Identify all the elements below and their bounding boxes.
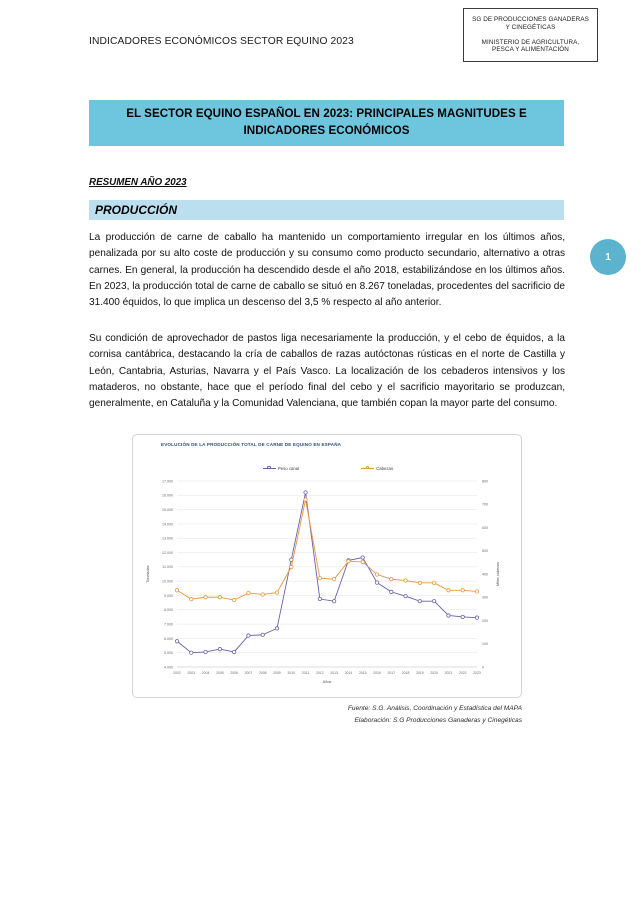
y2-axis-tick-label: 800: [482, 479, 488, 484]
x-axis-tick-label: 2005: [216, 671, 224, 675]
chart-data-point: [247, 591, 250, 594]
x-axis-tick-label: 2004: [201, 671, 210, 675]
y2-axis-title: Miles cabezas: [496, 561, 500, 587]
ministry-line-3: MINISTERIO DE AGRICULTURA,: [481, 38, 580, 46]
chart-plot-area: [133, 435, 523, 699]
page-header: [0, 0, 642, 86]
chart-data-point: [361, 560, 364, 563]
chart-data-point: [275, 591, 278, 594]
y-axis-tick-label: 6.000: [164, 636, 173, 641]
paragraph-produccion-1: La producción de carne de caballo ha mantenido un comportamiento irregular en los últimos años, penalizada por su alto coste de producción y su consumo como producto secundario, alternativo a otras carnes. En general, la producción ha descendido desde el año 2018, estabilizándose en los últimos años. En 2023, la producción total de carne de caballo se situó en 8.267 toneladas, procedentes del sacrificio de 31.400 équidos, lo que implica un descenso del 3,5 % respecto al año anterior.: [89, 232, 565, 309]
x-axis-title: Años: [322, 680, 332, 684]
chart-title: EVOLUCIÓN DE LA PRODUCCIÓN TOTAL DE CARNE DE EQUINO EN ESPAÑA: [161, 442, 342, 447]
chart-data-point: [290, 565, 293, 568]
chart-data-point: [304, 491, 307, 494]
y-axis-title: Toneladas: [146, 565, 150, 583]
section-bar-produccion: [89, 200, 564, 220]
chart-data-point: [447, 589, 450, 592]
x-axis-tick-label: 2022: [458, 671, 467, 675]
y-axis-tick-label: 15.000: [162, 508, 173, 513]
x-axis-tick-label: 2008: [258, 671, 267, 675]
x-axis-tick-label: 2002: [173, 671, 181, 675]
y-axis-tick-label: 12.000: [162, 550, 173, 555]
y2-axis-tick-label: 700: [482, 502, 488, 507]
chart-data-point: [375, 573, 378, 576]
x-axis-tick-label: 2012: [316, 671, 324, 675]
chart-data-point: [190, 651, 193, 654]
chart-data-point: [404, 579, 407, 582]
y-axis-tick-label: 10.000: [162, 579, 173, 584]
chart-data-point: [247, 634, 250, 637]
y-axis-tick-label: 7.000: [164, 622, 173, 627]
x-axis-tick-label: 2021: [444, 671, 453, 675]
chart-line-cabezas: [177, 500, 477, 600]
chart-data-point: [318, 576, 321, 579]
chart-data-point: [347, 560, 350, 563]
chart-data-point: [175, 589, 178, 592]
chart-source-note: [222, 703, 522, 726]
chart-data-point: [232, 598, 235, 601]
ministry-line-2: Y CINEGÉTICAS: [505, 23, 556, 31]
chart-data-point: [218, 596, 221, 599]
chart-data-point: [304, 498, 307, 501]
chart-data-point: [190, 597, 193, 600]
x-axis-tick-label: 2023: [473, 671, 481, 675]
x-axis-tick-label: 2013: [330, 671, 338, 675]
x-axis-tick-label: 2018: [401, 671, 410, 675]
y-axis-tick-label: 4.000: [164, 665, 173, 670]
chart-data-point: [390, 577, 393, 580]
x-axis-tick-label: 2014: [344, 671, 353, 675]
chart-data-point: [261, 593, 264, 596]
chart-data-point: [318, 597, 321, 600]
chart-data-point: [461, 589, 464, 592]
paragraph-produccion-2: Su condición de aprovechador de pastos liga necesariamente la producción, y el cebo de équidos, a la cornisa cantábrica, destacando la cría de caballos de razas autóctonas rústicas en el norte de Castilla y León, Cantabria, Asturias, Navarra y el País Vasco. La localización de los cebaderos intensivos y los mataderos, no obstante, hace que el período final del cebo y el sacrificio mayoritario se produzcan, generalmente, en Cataluña y la Comunidad Valenciana, que también copan la mayor parte del consumo.: [89, 333, 565, 410]
chart-data-point: [261, 633, 264, 636]
y2-axis-tick-label: 100: [482, 642, 488, 647]
y2-axis-tick-label: 500: [482, 549, 488, 554]
chart-data-point: [232, 650, 235, 653]
chart-line-peso-canal: [177, 492, 477, 652]
x-axis-tick-label: 2003: [187, 671, 196, 675]
legend-label-peso-canal: Peso canal: [277, 466, 300, 471]
chart-data-point: [461, 615, 464, 618]
y-axis-tick-label: 8.000: [164, 608, 173, 613]
x-axis-tick-label: 2009: [273, 671, 281, 675]
y-axis-tick-label: 13.000: [162, 536, 173, 541]
chart-data-point: [175, 640, 178, 643]
chart-data-point: [375, 581, 378, 584]
y2-axis-tick-label: 0: [482, 665, 484, 670]
chart-data-point: [432, 581, 435, 584]
y2-axis-tick-label: 400: [482, 572, 488, 577]
y-axis-tick-label: 16.000: [162, 493, 173, 498]
chart-data-point: [361, 556, 364, 559]
y-axis-tick-label: 17.000: [162, 479, 173, 484]
chart-data-point: [204, 596, 207, 599]
ministry-logo-box: [463, 8, 598, 62]
x-axis-tick-label: 2011: [301, 671, 310, 675]
source-line-fuente: Fuente: S.G. Análisis, Coordinación y Estadística del MAPA: [347, 705, 522, 712]
resumen-heading: RESUMEN AÑO 2023: [89, 177, 187, 188]
y2-axis-tick-label: 600: [482, 525, 488, 530]
chart-data-point: [404, 594, 407, 597]
chart-data-point: [432, 599, 435, 602]
y2-axis-tick-label: 200: [482, 618, 488, 623]
chart-data-point: [275, 627, 278, 630]
y-axis-tick-label: 5.000: [164, 651, 173, 656]
chart-data-point: [418, 599, 421, 602]
ministry-line-4: PESCA Y ALIMENTACIÓN: [492, 46, 569, 54]
page-title: EL SECTOR EQUINO ESPAÑOL EN 2023: PRINCIPALES MAGNITUDES E INDICADORES ECONÓMICOS: [126, 107, 527, 137]
x-axis-tick-label: 2007: [244, 671, 253, 675]
y-axis-tick-label: 11.000: [162, 565, 173, 570]
chart-data-point: [332, 577, 335, 580]
ministry-line-1: SG DE PRODUCCIONES GANADERAS: [472, 15, 589, 23]
chart-evolucion-produccion: [132, 434, 522, 698]
chart-data-point: [204, 650, 207, 653]
x-axis-tick-label: 2019: [416, 671, 424, 675]
source-line-elaboracion: Elaboración: S.G Producciones Ganaderas y Cinegéticas: [354, 716, 522, 724]
x-axis-tick-label: 2017: [387, 671, 396, 675]
y2-axis-tick-label: 300: [482, 595, 488, 600]
chart-data-point: [332, 599, 335, 602]
chart-data-point: [475, 590, 478, 593]
chart-data-point: [447, 614, 450, 617]
x-axis-tick-label: 2015: [358, 671, 367, 675]
header-document-title: INDICADORES ECONÓMICOS SECTOR EQUINO 2023: [89, 36, 354, 47]
x-axis-tick-label: 2006: [230, 671, 238, 675]
y-axis-tick-label: 9.000: [164, 593, 173, 598]
x-axis-tick-label: 2020: [430, 671, 438, 675]
page-title-banner: [89, 100, 564, 146]
chart-data-point: [390, 590, 393, 593]
chart-data-point: [418, 581, 421, 584]
y-axis-tick-label: 14.000: [162, 522, 173, 527]
x-axis-tick-label: 2016: [373, 671, 381, 675]
section-heading: PRODUCCIÓN: [95, 203, 178, 217]
x-axis-tick-label: 2010: [287, 671, 296, 675]
chart-data-point: [475, 616, 478, 619]
chart-data-point: [218, 647, 221, 650]
legend-label-cabezas: Cabezas: [376, 466, 394, 471]
page-number-badge: 1: [590, 239, 626, 275]
